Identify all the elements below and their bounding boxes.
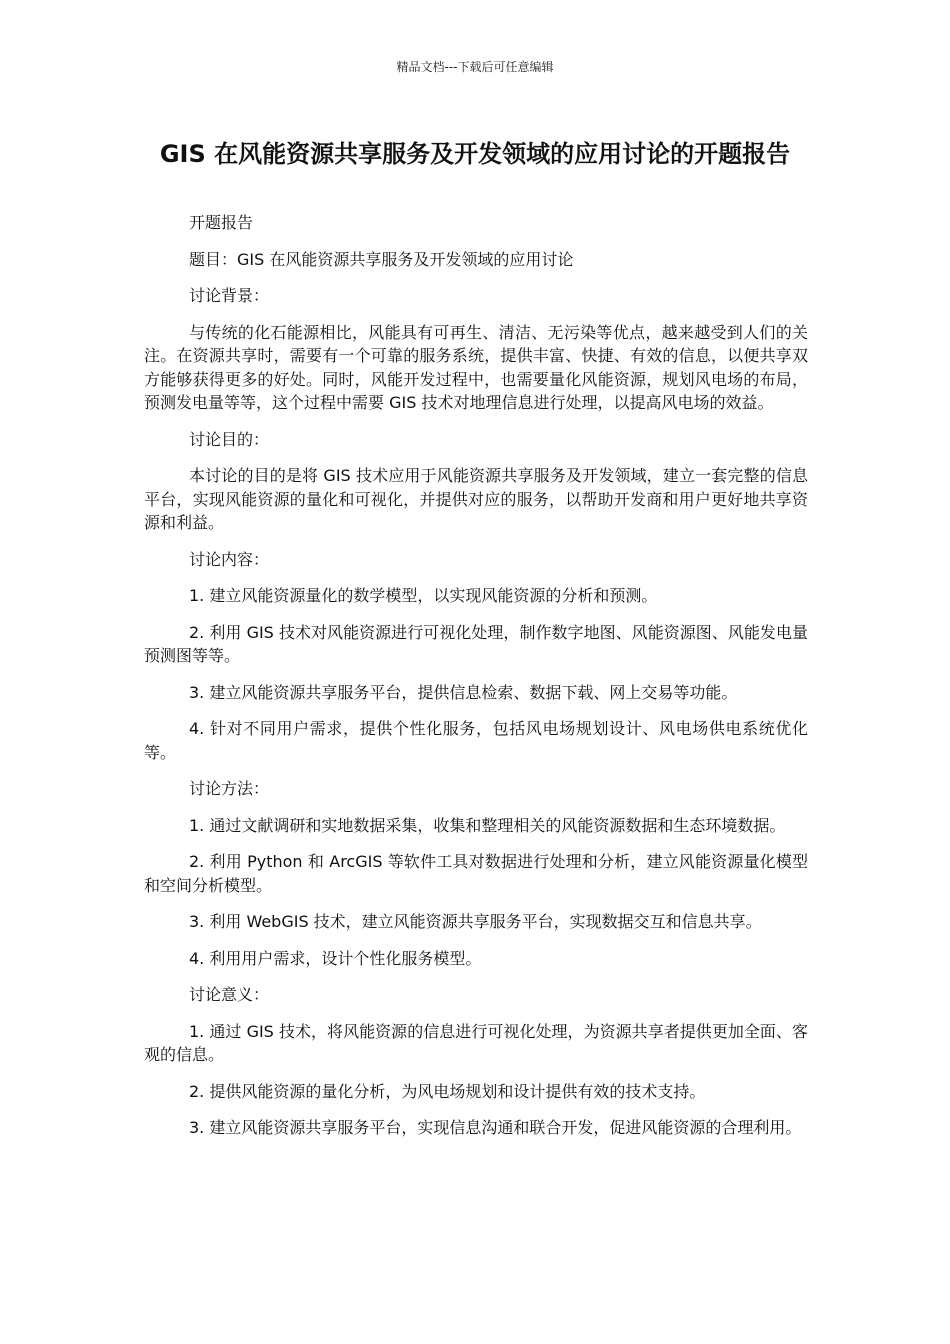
heading-purpose: 讨论目的： (189, 429, 270, 449)
paragraph-background: 与传统的化石能源相比，风能具有可再生、清洁、无污染等优点，越来越受到人们的关注。在资源共享时，需要有一个可靠的服务系统，提供丰富、快捷、有效的信息，以便共享双方能够获得更多的好处。同时，风能开发过程中，也需要量化风能资源，规划风电场的布局，预测发电量等等，这个过程中需要 GIS 技术对地理信息进行处理，以提高风电场的效益。 (144, 322, 808, 412)
list-item-method-1: 1. 通过文献调研和实地数据采集，收集和整理相关的风能资源数据和生态环境数据。 (189, 815, 786, 835)
heading-content: 讨论内容： (189, 549, 270, 569)
paragraph-topic: 题目：GIS 在风能资源共享服务及开发领域的应用讨论 (189, 249, 574, 269)
list-item-content-1: 1. 建立风能资源量化的数学模型，以实现风能资源的分析和预测。 (189, 586, 658, 605)
list-item-method-3: 3. 利用 WebGIS 技术，建立风能资源共享服务平台，实现数据交互和信息共享。 (189, 912, 762, 931)
list-item-method-4: 4. 利用用户需求，设计个性化服务模型。 (189, 948, 482, 968)
list-item-significance-1: 1. 通过 GIS 技术，将风能资源的信息进行可视化处理，为资源共享者提供更加全面、客观的信息。 (144, 1021, 808, 1064)
list-item-method-2: 2. 利用 Python 和 ArcGIS 等软件工具对数据进行处理和分析，建立风能资源量化模型和空间分析模型。 (144, 852, 808, 895)
page-header: 精品文档---下载后可任意编辑 (396, 60, 554, 74)
heading-background: 讨论背景： (189, 286, 270, 305)
heading-significance: 讨论意义： (189, 985, 270, 1004)
document-body (144, 211, 808, 1153)
paragraph-purpose: 本讨论的目的是将 GIS 技术应用于风能资源共享服务及开发领域，建立一套完整的信息平台，实现风能资源的量化和可视化，并提供对应的服务，以帮助开发商和用户更好地共享资源和利益。 (144, 466, 808, 532)
paragraph-report-label: 开题报告 (189, 213, 254, 232)
list-item-content-2: 2. 利用 GIS 技术对风能资源进行可视化处理，制作数字地图、风能资源图、风能发电量预测图等等。 (144, 622, 808, 665)
document-title: GIS 在风能资源共享服务及开发领域的应用讨论的开题报告 (159, 140, 791, 168)
list-item-content-4: 4. 针对不同用户需求，提供个性化服务，包括风电场规划设计、风电场供电系统优化等。 (144, 719, 808, 762)
heading-method: 讨论方法： (189, 779, 270, 798)
list-item-significance-2: 2. 提供风能资源的量化分析，为风电场规划和设计提供有效的技术支持。 (189, 1081, 706, 1101)
list-item-content-3: 3. 建立风能资源共享服务平台，提供信息检索、数据下载、网上交易等功能。 (189, 682, 738, 702)
list-item-significance-3: 3. 建立风能资源共享服务平台，实现信息沟通和联合开发，促进风能资源的合理利用。 (189, 1118, 802, 1137)
